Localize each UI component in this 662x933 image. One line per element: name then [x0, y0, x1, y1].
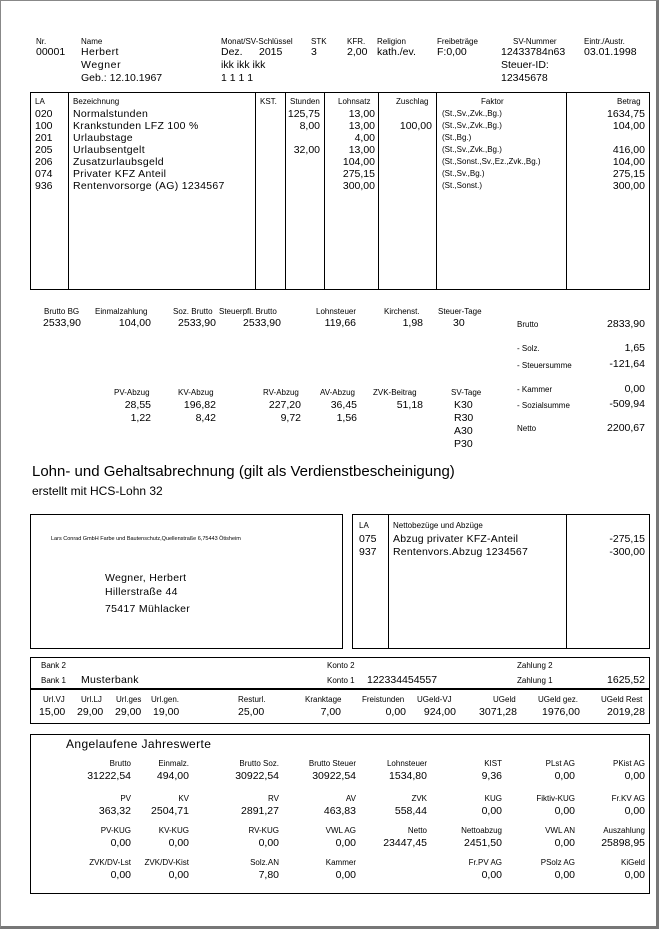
row-lohnsatz: 300,00 — [342, 180, 375, 192]
label-url-ges: Url.ges — [116, 695, 142, 704]
label-url-gen: Url.gen. — [151, 695, 180, 704]
av-abzug-2: 1,56 — [336, 412, 357, 424]
col-bezeichnung: Bezeichnung — [73, 97, 120, 106]
row-betrag: 1634,75 — [607, 108, 645, 120]
yearly-label: AV — [345, 794, 356, 803]
sozialsumme-value: -509,94 — [609, 398, 645, 410]
row-betrag: 300,00 — [612, 180, 645, 192]
yearly-label: VWL AN — [545, 826, 575, 835]
row-faktor: (St.,Sv.,Zvk.,Bg.) — [442, 121, 502, 130]
pv-abzug-2: 1,22 — [130, 412, 151, 424]
label-nr: Nr. — [36, 37, 47, 46]
recipient-name: Wegner, Herbert — [105, 572, 187, 584]
row-faktor: (St.,Sv.,Zvk.,Bg.) — [442, 145, 502, 154]
col-lohnsatz: Lohnsatz — [338, 97, 371, 106]
url-vj-value: 15,00 — [39, 706, 66, 718]
label-ugeld-vj: UGeld-VJ — [417, 695, 452, 704]
yearly-value: 0,00 — [554, 837, 575, 849]
yearly-label: PKist AG — [612, 759, 645, 768]
einmalzahlung-value: 104,00 — [118, 317, 151, 329]
row-bezeichnung: Urlaubsentgelt — [73, 144, 145, 156]
yearly-label: PV — [120, 794, 131, 803]
ugeld-gez-value: 1976,00 — [542, 706, 580, 718]
label-ugeld-gez: UGeld gez. — [538, 695, 579, 704]
label-name: Name — [81, 37, 103, 46]
label-religion: Religion — [377, 37, 406, 46]
row-faktor: (St.,Bg.) — [442, 133, 472, 142]
sv-tage-a: A30 — [454, 425, 473, 437]
yearly-label: KiGeld — [620, 858, 645, 867]
sv-key-2: 1 1 1 1 — [221, 72, 254, 84]
rv-abzug-2: 9,72 — [280, 412, 301, 424]
label-rv-abzug: RV-Abzug — [263, 388, 299, 397]
row-bezeichnung: Normalstunden — [73, 108, 149, 120]
sv-tage-k: K30 — [454, 399, 473, 411]
yearly-label: Auszahlung — [603, 826, 645, 835]
row-stunden: 125,75 — [287, 108, 320, 120]
yearly-value: 0,00 — [110, 837, 131, 849]
yearly-value: 0,00 — [258, 837, 279, 849]
deduction-bez: Abzug privater KFZ-Anteil — [393, 533, 519, 545]
soz-brutto-value: 2533,90 — [178, 317, 216, 329]
label-ugeld-rest: UGeld Rest — [601, 695, 643, 704]
row-la: 074 — [35, 168, 53, 180]
stk-value: 3 — [311, 46, 317, 58]
label-freibetraege: Freibeträge — [437, 37, 478, 46]
row-stunden: 8,00 — [299, 120, 320, 132]
yearly-value: 1534,80 — [389, 770, 427, 782]
netto-value: 2200,67 — [607, 422, 645, 434]
yearly-value: 7,80 — [258, 869, 279, 881]
col-betrag: Betrag — [617, 97, 641, 106]
label-kammer: - Kammer — [517, 385, 553, 394]
yearly-value: 363,32 — [98, 805, 131, 817]
label-av-abzug: AV-Abzug — [320, 388, 355, 397]
yearly-value: 0,00 — [168, 837, 189, 849]
col-zuschlag: Zuschlag — [396, 97, 429, 106]
yearly-value: 0,00 — [554, 805, 575, 817]
sv-tage-p: P30 — [454, 438, 473, 450]
yearly-value: 2451,50 — [464, 837, 502, 849]
yearly-value: 0,00 — [335, 837, 356, 849]
label-bank2: Bank 2 — [41, 661, 66, 670]
label-zvk-beitrag: ZVK-Beitrag — [373, 388, 417, 397]
yearly-label: Brutto Soz. — [239, 759, 279, 768]
lohnsteuer-value: 119,66 — [324, 317, 356, 329]
yearly-value: 9,36 — [481, 770, 502, 782]
row-la: 936 — [35, 180, 53, 192]
col-la: LA — [35, 97, 45, 106]
row-lohnsatz: 13,00 — [348, 144, 375, 156]
steuerpfl-brutto-value: 2533,90 — [243, 317, 281, 329]
yearly-value: 0,00 — [481, 869, 502, 881]
yearly-value: 0,00 — [335, 869, 356, 881]
label-steuersumme: - Steuersumme — [517, 361, 572, 370]
kranktage-value: 7,00 — [320, 706, 341, 718]
label-url-vj: Url.VJ — [43, 695, 65, 704]
yearly-value: 30922,54 — [235, 770, 279, 782]
label-einmalzahlung: Einmalzahlung — [95, 307, 148, 316]
ugeld-rest-value: 2019,28 — [607, 706, 645, 718]
yearly-label: KIST — [484, 759, 502, 768]
zahlung1-value: 1625,52 — [607, 674, 645, 686]
row-bezeichnung: Zusatzurlaubsgeld — [73, 156, 164, 168]
yearly-label: ZVK/DV-Kist — [144, 858, 189, 867]
label-netto: Netto — [517, 424, 537, 433]
month: Dez. — [221, 46, 243, 58]
kammer-value: 0,00 — [624, 383, 645, 395]
employee-birthdate: Geb.: 12.10.1967 — [81, 72, 163, 84]
label-solz: - Solz. — [517, 344, 540, 353]
row-faktor: (St.,Sonst.) — [442, 181, 483, 190]
label-url-lj: Url.LJ — [81, 695, 102, 704]
row-la: 100 — [35, 120, 53, 132]
row-faktor: (St.,Sv.,Zvk.,Bg.) — [442, 109, 502, 118]
yearly-value: 0,00 — [624, 805, 645, 817]
label-sv-nummer: SV-Nummer — [513, 37, 557, 46]
yearly-value: 0,00 — [168, 869, 189, 881]
yearly-value: 23447,45 — [383, 837, 427, 849]
brutto-bg-value: 2533,90 — [43, 317, 81, 329]
row-faktor: (St.,Sv.,Bg.) — [442, 169, 485, 178]
solz-value: 1,65 — [624, 342, 645, 354]
row-lohnsatz: 275,15 — [342, 168, 375, 180]
yearly-label: KV-KUG — [158, 826, 189, 835]
label-resturl: Resturl. — [238, 695, 266, 704]
deduction-betrag: -275,15 — [609, 533, 645, 545]
deduction-la: 075 — [359, 533, 377, 545]
yearly-label: KUG — [484, 794, 502, 803]
deduction-bez: Rentenvors.Abzug 1234567 — [393, 546, 528, 558]
col-stunden: Stunden — [290, 97, 320, 106]
row-la: 020 — [35, 108, 53, 120]
address-box — [30, 514, 343, 649]
zvk-beitrag-1: 51,18 — [396, 399, 423, 411]
yearly-value: 31222,54 — [87, 770, 131, 782]
row-betrag: 275,15 — [612, 168, 645, 180]
document-subtitle: erstellt mit HCS-Lohn 32 — [32, 484, 163, 498]
row-faktor: (St.,Sonst.,Sv.,Ez.,Zvk.,Bg.) — [442, 157, 541, 166]
yearly-value: 0,00 — [481, 805, 502, 817]
yearly-label: Lohnsteuer — [386, 759, 427, 768]
kv-abzug-1: 196,82 — [183, 399, 216, 411]
yearly-value: 2891,27 — [241, 805, 279, 817]
yearly-label: VWL AG — [325, 826, 356, 835]
deduction-betrag: -300,00 — [609, 546, 645, 558]
url-lj-value: 29,00 — [77, 706, 104, 718]
yearly-label: RV-KUG — [248, 826, 279, 835]
sv-nummer-value: 12433784n63 — [501, 46, 566, 58]
row-bezeichnung: Urlaubstage — [73, 132, 133, 144]
sv-tage-r: R30 — [454, 412, 474, 424]
yearly-label: ZVK — [411, 794, 427, 803]
freibetraege-value: F:0,00 — [437, 46, 467, 58]
employee-nr: 00001 — [36, 46, 66, 58]
yearly-label: Fiktiv-KUG — [536, 794, 575, 803]
row-lohnsatz: 13,00 — [348, 108, 375, 120]
col-kst: KST. — [260, 97, 277, 106]
deduction-la: 937 — [359, 546, 377, 558]
pv-abzug-1: 28,55 — [124, 399, 151, 411]
yearly-label: Brutto — [109, 759, 131, 768]
deductions-title: Nettobezüge und Abzüge — [393, 521, 483, 530]
sv-key-1: ikk ikk ikk — [221, 59, 266, 71]
label-konto2: Konto 2 — [327, 661, 355, 670]
yearly-label: RV — [268, 794, 279, 803]
steuersumme-value: -121,64 — [609, 358, 645, 370]
label-ugeld: UGeld — [493, 695, 516, 704]
row-la: 205 — [35, 144, 53, 156]
row-betrag: 104,00 — [612, 156, 645, 168]
label-kranktage: Kranktage — [305, 695, 342, 704]
row-bezeichnung: Privater KFZ Anteil — [73, 168, 167, 180]
yearly-value: 25898,95 — [601, 837, 645, 849]
yearly-label: Nettoabzug — [461, 826, 502, 835]
row-lohnsatz: 104,00 — [342, 156, 375, 168]
employee-lastname: Wegner — [81, 59, 122, 71]
yearly-label: Brutto Steuer — [308, 759, 356, 768]
label-steuerpfl-brutto: Steuerpfl. Brutto — [219, 307, 277, 316]
yearly-value: 558,44 — [394, 805, 427, 817]
sender-line: Lars Conrad GmbH Farbe und Bautenschutz,Quellenstraße 6,75443 Ötisheim — [51, 536, 241, 542]
row-lohnsatz: 4,00 — [354, 132, 375, 144]
yearly-label: PSolz AG — [540, 858, 575, 867]
row-betrag: 104,00 — [612, 120, 645, 132]
ugeld-value: 3071,28 — [479, 706, 517, 718]
konto1-value: 122334454557 — [367, 674, 438, 686]
row-bezeichnung: Rentenvorsorge (AG) 1234567 — [73, 180, 225, 192]
yearly-value: 2504,71 — [151, 805, 189, 817]
kirchenst-value: 1,98 — [402, 317, 423, 329]
label-pv-abzug: PV-Abzug — [114, 388, 150, 397]
label-stk: STK — [311, 37, 327, 46]
yearly-label: Solz.AN — [250, 858, 279, 867]
ugeld-vj-value: 924,00 — [423, 706, 456, 718]
label-bank1: Bank 1 — [41, 676, 66, 685]
label-zahlung2: Zahlung 2 — [517, 661, 553, 670]
label-sozialsumme: - Sozialsumme — [517, 401, 570, 410]
steuer-id-label: Steuer-ID: — [501, 59, 549, 71]
label-eintr: Eintr./Austr. — [584, 37, 625, 46]
rv-abzug-1: 227,20 — [268, 399, 301, 411]
label-sv-tage: SV-Tage — [451, 388, 482, 397]
yearly-value: 494,00 — [156, 770, 189, 782]
row-betrag: 416,00 — [612, 144, 645, 156]
row-stunden: 32,00 — [293, 144, 320, 156]
bank1-name: Musterbank — [81, 674, 139, 686]
av-abzug-1: 36,45 — [330, 399, 357, 411]
kfr-value: 2,00 — [347, 46, 368, 58]
yearly-value: 463,83 — [323, 805, 356, 817]
label-kirchenst: Kirchenst. — [384, 307, 420, 316]
label-soz-brutto: Soz. Brutto — [173, 307, 213, 316]
row-la: 206 — [35, 156, 53, 168]
yearly-value: 0,00 — [624, 770, 645, 782]
label-zahlung1: Zahlung 1 — [517, 676, 553, 685]
religion-value: kath./ev. — [377, 46, 416, 58]
yearly-label: Fr.PV AG — [468, 858, 502, 867]
row-lohnsatz: 13,00 — [348, 120, 375, 132]
yearly-title: Angelaufene Jahreswerte — [66, 737, 212, 751]
deductions-col-la: LA — [359, 521, 369, 530]
brutto-total-value: 2833,90 — [607, 318, 645, 330]
yearly-value: 30922,54 — [312, 770, 356, 782]
yearly-label: Fr.KV AG — [611, 794, 645, 803]
label-brutto-total: Brutto — [517, 320, 539, 329]
yearly-value: 0,00 — [624, 869, 645, 881]
label-brutto-bg: Brutto BG — [44, 307, 80, 316]
row-zuschlag: 100,00 — [399, 120, 432, 132]
label-kfr: KFR. — [347, 37, 366, 46]
label-lohnsteuer: Lohnsteuer — [316, 307, 357, 316]
eintr-value: 03.01.1998 — [584, 46, 637, 58]
yearly-label: ZVK/DV-Lst — [89, 858, 131, 867]
employee-firstname: Herbert — [81, 46, 119, 58]
label-konto1: Konto 1 — [327, 676, 355, 685]
col-faktor: Faktor — [481, 97, 504, 106]
label-monat: Monat/SV-Schlüssel — [221, 37, 293, 46]
recipient-street: Hillerstraße 44 — [105, 586, 178, 598]
yearly-label: KV — [178, 794, 189, 803]
label-kv-abzug: KV-Abzug — [178, 388, 214, 397]
yearly-value: 0,00 — [554, 770, 575, 782]
recipient-city: 75417 Mühlacker — [105, 603, 191, 615]
yearly-label: Netto — [407, 826, 427, 835]
resturl-value: 25,00 — [238, 706, 265, 718]
yearly-value: 0,00 — [110, 869, 131, 881]
url-ges-value: 29,00 — [115, 706, 142, 718]
yearly-label: Kammer — [325, 858, 356, 867]
document-title: Lohn- und Gehaltsabrechnung (gilt als Verdienstbescheinigung) — [32, 463, 455, 480]
steuer-id-value: 12345678 — [501, 72, 548, 84]
year: 2015 — [259, 46, 283, 58]
yearly-label: PLst AG — [545, 759, 575, 768]
yearly-label: PV-KUG — [100, 826, 131, 835]
freistunden-value: 0,00 — [385, 706, 406, 718]
row-la: 201 — [35, 132, 53, 144]
yearly-label: Einmalz. — [158, 759, 189, 768]
label-freistunden: Freistunden — [362, 695, 405, 704]
url-gen-value: 19,00 — [153, 706, 180, 718]
label-steuer-tage: Steuer-Tage — [438, 307, 482, 316]
steuer-tage-value: 30 — [453, 317, 465, 329]
kv-abzug-2: 8,42 — [195, 412, 216, 424]
yearly-value: 0,00 — [554, 869, 575, 881]
row-bezeichnung: Krankstunden LFZ 100 % — [73, 120, 199, 132]
